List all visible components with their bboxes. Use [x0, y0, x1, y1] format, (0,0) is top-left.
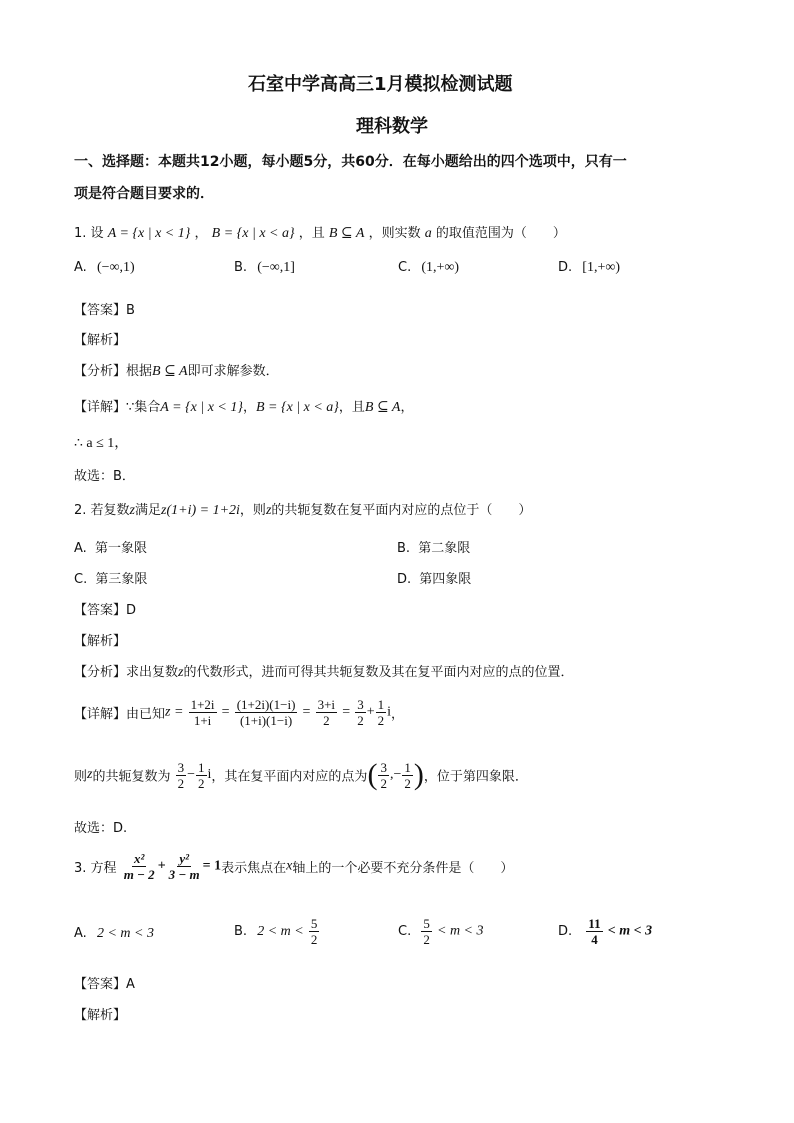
analysis-relation: B ⊆ A — [152, 364, 188, 379]
imag-unit: i — [387, 704, 392, 720]
q3-x: x — [286, 858, 293, 874]
detail-end: ， — [400, 400, 414, 415]
fraction-1 — [189, 697, 217, 728]
option-label: D. — [558, 260, 573, 275]
detail-relation: B ⊆ A — [364, 400, 401, 415]
therefore-text: ∴ a ≤ 1， — [74, 436, 129, 451]
q2-conclusion: 故选：D. — [74, 821, 128, 836]
option-label: D. — [558, 924, 573, 939]
point-separator: ,− — [389, 767, 402, 782]
detail-lhs: z = — [165, 704, 184, 720]
q1-set-a: A = {x | x < 1} — [107, 226, 191, 241]
detail-set-a: A = {x | x < 1} — [160, 400, 243, 415]
option-value: 第二象限 — [418, 541, 471, 556]
line-mid: 的共轭复数为 — [92, 769, 171, 785]
q1-option-c — [398, 260, 459, 276]
fraction-numerator: 5 — [423, 916, 430, 931]
line-z: z — [87, 767, 93, 782]
fraction-numerator: y² — [179, 851, 189, 866]
q1-answer: 【答案】B — [74, 303, 135, 318]
option-label: C. — [398, 924, 412, 939]
q1-rest: ，则实数 — [368, 226, 421, 241]
option-value: (−∞,1] — [257, 260, 295, 275]
option-fraction — [309, 916, 320, 947]
option-label: D. — [397, 572, 412, 587]
q3-mid: 表示焦点在 — [221, 861, 287, 876]
fraction-denominator: 2 — [423, 932, 430, 947]
minus: − — [187, 767, 196, 782]
q3-term1 — [122, 851, 157, 882]
fraction-4 — [355, 697, 366, 728]
q1-conclusion: 故选：B． — [74, 469, 135, 484]
detail-mid: ，且 — [338, 400, 365, 415]
q1-condition: ，且 — [298, 226, 325, 241]
option-label: B. — [397, 541, 411, 556]
line-prefix: 则 — [74, 769, 88, 785]
q3-option-c — [398, 916, 484, 947]
point-x-fraction — [378, 760, 389, 791]
fraction-numerator: 1+2i — [190, 697, 215, 712]
q1-relation: B ⊆ A — [328, 226, 365, 241]
section-heading-line2: 项是符合题目要求的． — [74, 186, 214, 202]
fraction-numerator: (1+2i)(1−i) — [236, 697, 296, 712]
q3-option-d — [558, 916, 652, 947]
analysis-suffix: 即可求解参数． — [187, 364, 279, 379]
option-label: B. — [234, 924, 248, 939]
q3-answer: 【答案】A — [74, 977, 135, 992]
q2-option-b — [397, 537, 470, 556]
fraction-numerator: 3 — [357, 697, 364, 712]
q2-prefix: 2. 若复数 — [74, 503, 130, 518]
fraction-denominator: 2 — [357, 713, 364, 728]
fraction-numerator: 1 — [377, 697, 385, 712]
equals: = — [302, 704, 311, 720]
q1-set-b: B = {x | x < a} — [211, 226, 295, 241]
q3-suffix: 轴上的一个必要不充分条件是（ ） — [292, 861, 514, 876]
equals-one: = 1 — [202, 858, 222, 874]
q2-analysis — [74, 661, 573, 681]
fraction-denominator: 2 — [198, 775, 205, 791]
option-fraction — [421, 916, 432, 947]
q1-number: 1. 设 — [74, 226, 104, 241]
q2-option-a — [74, 537, 147, 556]
q1-stem — [74, 222, 566, 242]
option-label: B. — [234, 260, 248, 275]
line-mid2: ，其在复平面内对应的点为 — [211, 769, 368, 785]
fraction-numerator: 1 — [198, 759, 205, 775]
plus: + — [366, 704, 375, 720]
option-value: < m < 3 — [437, 923, 484, 939]
q2-z2: z — [265, 503, 272, 518]
option-value: < m < 3 — [607, 923, 653, 939]
q3-jiexi: 【解析】 — [74, 1008, 127, 1023]
fraction-denominator: 4 — [591, 932, 598, 947]
q2-z: z — [129, 503, 135, 518]
q2-jiexi: 【解析】 — [74, 634, 127, 649]
detail-prefix: 【详解】由已知 — [74, 707, 166, 722]
fraction-2 — [235, 697, 298, 728]
option-value: 2 < m < 3 — [96, 926, 154, 941]
q1-option-d — [558, 260, 620, 276]
fraction-numerator: 1 — [404, 759, 411, 775]
q1-detail — [74, 396, 414, 416]
q3-prefix: 3. 方程 — [74, 861, 117, 876]
option-value: [1,+∞) — [582, 260, 620, 275]
q1-rest2: 的取值范围为（ ） — [435, 226, 566, 241]
option-value: 第一象限 — [94, 541, 147, 556]
paren-close: ) — [413, 758, 424, 791]
option-value: 2 < m < — [257, 923, 304, 939]
q1-var: a — [424, 226, 432, 241]
fraction-numerator: 3 — [380, 759, 387, 775]
fraction-5 — [376, 697, 387, 728]
fraction-numerator: 5 — [310, 916, 318, 931]
q3-stem — [74, 851, 513, 882]
option-label: A. — [74, 926, 87, 941]
q1-comma: ， — [194, 226, 208, 241]
conj-real-fraction — [176, 760, 187, 791]
fraction-denominator: 1+i — [193, 713, 212, 728]
fraction-denominator: 2 — [404, 775, 411, 791]
q1-option-b — [234, 260, 295, 276]
equals: = — [342, 704, 351, 720]
q2-option-c — [74, 568, 147, 587]
q2-detail — [74, 697, 404, 728]
fraction-denominator: 2 — [380, 775, 387, 791]
option-value: (1,+∞) — [421, 260, 460, 275]
detail-prefix: 【详解】∵集合 — [74, 400, 161, 415]
fraction-denominator: 2 — [177, 775, 185, 791]
q1-option-a — [74, 260, 135, 276]
fraction-numerator: 11 — [588, 916, 601, 931]
detail-end: ， — [391, 707, 405, 722]
fraction-numerator: 3+i — [317, 697, 336, 712]
fraction-denominator: 2 — [310, 932, 318, 947]
q2-conjugate-line — [74, 758, 528, 792]
analysis-z: z — [178, 665, 184, 680]
option-label: A. — [74, 260, 87, 275]
fraction-numerator: 3 — [177, 759, 185, 775]
section-heading-line1: 一、选择题：本题共12小题，每小题5分，共60分．在每小题给出的四个选项中，只有一 — [74, 154, 627, 170]
option-label: C. — [398, 260, 412, 275]
analysis-suffix: 的代数形式，进而可得其共轭复数及其在复平面内对应的点的位置． — [183, 665, 574, 680]
page-title: 石室中学高高三1月模拟检测试题 — [248, 74, 513, 95]
fraction-denominator: (1+i)(1−i) — [239, 713, 293, 728]
fraction-3 — [316, 697, 337, 728]
analysis-prefix: 【分析】根据 — [74, 364, 153, 379]
q1-analysis — [74, 360, 279, 380]
q2-answer: 【答案】D — [74, 603, 137, 618]
q2-mid: 满足 — [135, 503, 162, 518]
paren-open: ( — [367, 758, 378, 791]
conj-imag-fraction — [196, 760, 207, 791]
fraction-denominator: 2 — [323, 713, 330, 728]
q1-jiexi: 【解析】 — [74, 333, 127, 348]
equals: = — [221, 704, 230, 720]
line-end: ，位于第四象限． — [423, 769, 528, 785]
q3-option-b — [234, 916, 320, 947]
analysis-prefix: 【分析】求出复数 — [74, 665, 179, 680]
fraction-denominator: m − 2 — [123, 867, 155, 882]
fraction-numerator: x² — [133, 851, 145, 866]
option-value: 第三象限 — [95, 572, 148, 587]
plus: + — [157, 858, 166, 874]
option-label: C. — [74, 572, 88, 587]
q3-option-a — [74, 926, 154, 942]
q2-mid2: ，则 — [239, 503, 266, 518]
q2-equation: z(1+i) = 1+2i — [161, 503, 240, 518]
detail-set-b: B = {x | x < a} — [255, 400, 339, 415]
fraction-denominator: 2 — [377, 713, 385, 728]
option-value: 第四象限 — [419, 572, 472, 587]
detail-comma: ， — [242, 400, 256, 415]
q3-term2 — [167, 851, 202, 882]
q1-therefore — [74, 432, 128, 452]
q2-stem — [74, 499, 531, 519]
page-subtitle: 理科数学 — [356, 116, 428, 137]
q2-option-d — [397, 568, 471, 587]
option-label: A. — [74, 541, 87, 556]
option-value: (−∞,1) — [96, 260, 135, 275]
option-fraction — [586, 916, 602, 947]
imag-unit: i — [207, 767, 212, 782]
point-y-fraction — [402, 760, 413, 791]
q2-suffix: 的共轭复数在复平面内对应的点位于（ ） — [271, 503, 532, 518]
fraction-denominator: 3 − m — [168, 867, 200, 882]
